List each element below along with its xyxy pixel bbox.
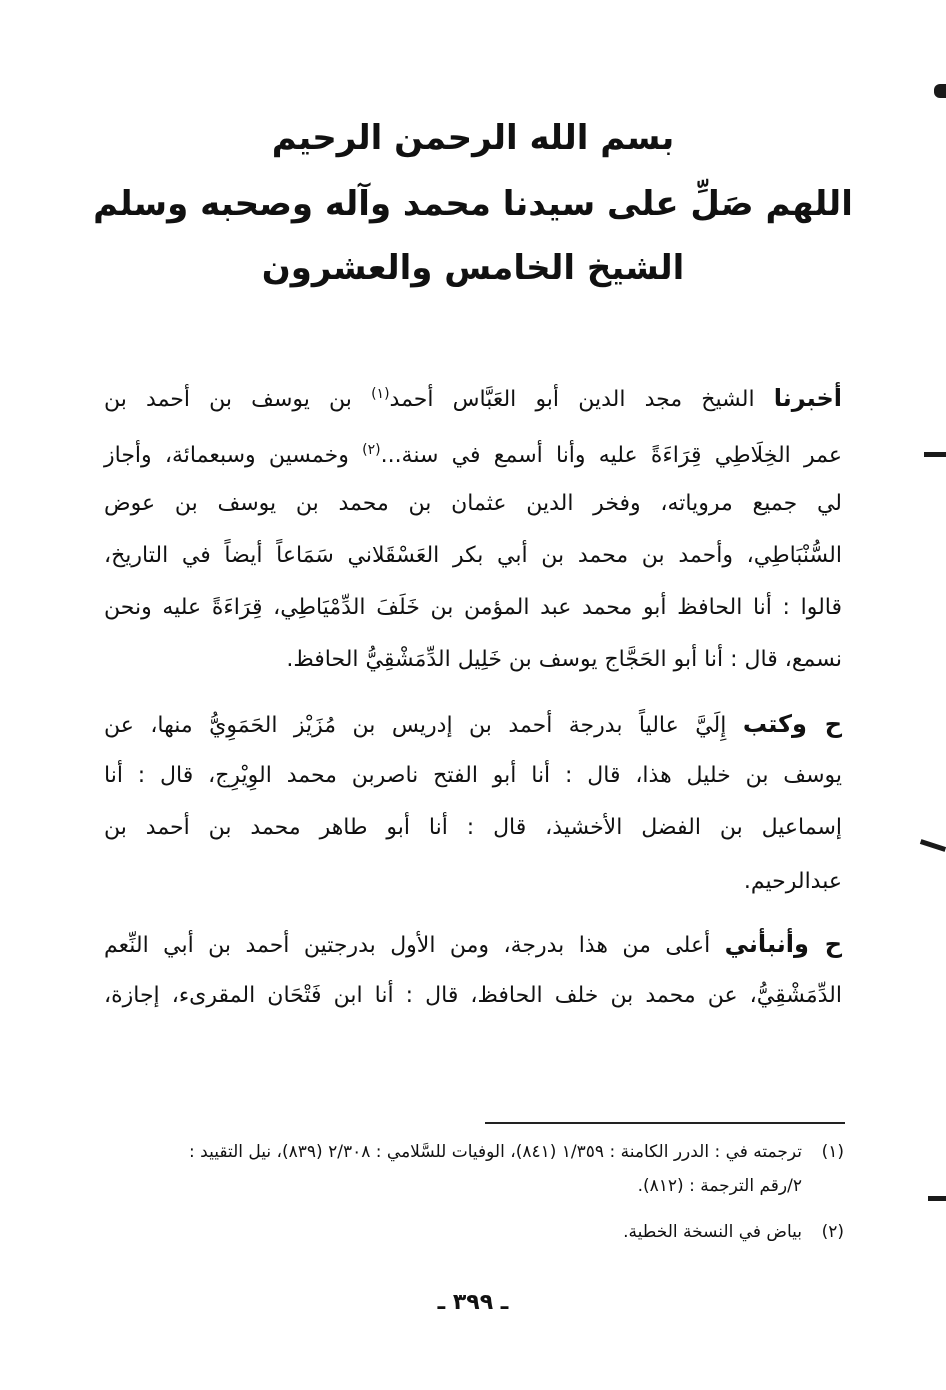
footnote-1-continuation: ٢/رقم الترجمة : (٨١٢). bbox=[637, 1176, 802, 1196]
paragraph-1-text: وخمسين وسبعمائة، وأجاز bbox=[104, 443, 363, 468]
paragraph-2-line-2: يوسف بن خليل هذا، قال : أنا أبو الفتح ناصربن محمد الوِيْرِج، قال : أنا bbox=[104, 763, 842, 788]
footnote-ref-2: (٢) bbox=[362, 442, 381, 458]
paragraph-1-text: الشيخ مجد الدين أبو العَبَّاس أحمد bbox=[389, 387, 774, 412]
footnote-1 bbox=[104, 1138, 844, 1166]
paragraph-2-text: إِلَيَّ عالياً بدرجة أحمد بن إدريس بن مُزَيْز الحَمَوِيُّ منها، عن bbox=[104, 713, 743, 738]
scan-edge-mark bbox=[924, 452, 946, 457]
footnote-2-number: (٢) bbox=[821, 1222, 844, 1242]
paragraph-3-text: أعلى من هذا بدرجة، ومن الأول بدرجتين أحمد بن أبي النِّعم bbox=[104, 933, 725, 958]
paragraph-2-line-3: إسماعيل بن الفضل الأخشيذ، قال : أنا أبو طاهر محمد بن أحمد بن bbox=[104, 815, 842, 840]
paragraph-2-line-1 bbox=[104, 706, 842, 744]
page-number: ـ ٣٩٩ ـ bbox=[437, 1290, 509, 1315]
paragraph-1-text: عمر الخِلَاطِي قِرَاءَةً عليه وأنا أسمع في سنة... bbox=[380, 443, 842, 468]
salawat-heading: اللهم صَلِّ على سيدنا محمد وآله وصحبه وسلم bbox=[93, 184, 853, 224]
paragraph-3-line-2: الدِّمَشْقِيُّ، عن محمد بن خلف الحافظ، قال : أنا ابن فَتْحَان المقرىء، إجازة، bbox=[104, 983, 842, 1008]
paragraph-1-line-6: نسمع، قال : أنا أبو الحَجَّاج يوسف بن خَلِيل الدِّمَشْقِيُّ الحافظ. bbox=[286, 647, 842, 672]
paragraph-3-lead: ح وأنبأني bbox=[724, 930, 842, 958]
paragraph-1-lead: أخبرنا bbox=[773, 384, 842, 412]
paragraph-1-line-5: قالوا : أنا الحافظ أبو محمد عبد المؤمن بن خَلَفَ الدِّمْيَاطِي، قِرَاءَةً عليه ونحن bbox=[104, 595, 842, 620]
footnote-2 bbox=[104, 1218, 844, 1246]
paragraph-1-line-4: السُّنْبَاطِي، وأحمد بن محمد بن أبي بكر العَسْقَلاني سَمَاعاً أيضاً في التاريخ، bbox=[104, 543, 842, 568]
paragraph-3-line-1 bbox=[104, 926, 842, 964]
paragraph-1-line-1 bbox=[104, 376, 842, 418]
paragraph-2-line-4: عبدالرحيم. bbox=[743, 869, 842, 894]
paragraph-2-lead: ح وكتب bbox=[742, 710, 842, 738]
footnote-separator bbox=[485, 1122, 845, 1124]
basmala-heading: بسم الله الرحمن الرحيم bbox=[271, 118, 675, 158]
footnote-1-text: ترجمته في : الدرر الكامنة : ١/٣٥٩ (٨٤١)، الوفيات للسَّلامي : ٢/٣٠٨ (٨٣٩)، نيل التقييد : bbox=[189, 1142, 802, 1162]
footnote-1-number: (١) bbox=[821, 1142, 844, 1162]
footnote-2-text: بياض في النسخة الخطية. bbox=[623, 1222, 802, 1242]
scan-edge-mark bbox=[928, 1196, 946, 1201]
scan-edge-mark bbox=[920, 839, 946, 852]
paragraph-1-line-2 bbox=[104, 432, 842, 474]
section-title: الشيخ الخامس والعشرون bbox=[261, 248, 685, 288]
paragraph-1-line-3: لي جميع مروياته، وفخر الدين عثمان بن محمد بن يوسف بن عوض bbox=[104, 491, 842, 516]
scan-edge-mark bbox=[934, 84, 946, 98]
paragraph-1-text: بن يوسف بن أحمد بن bbox=[104, 387, 372, 412]
footnote-ref-1: (١) bbox=[371, 386, 390, 402]
